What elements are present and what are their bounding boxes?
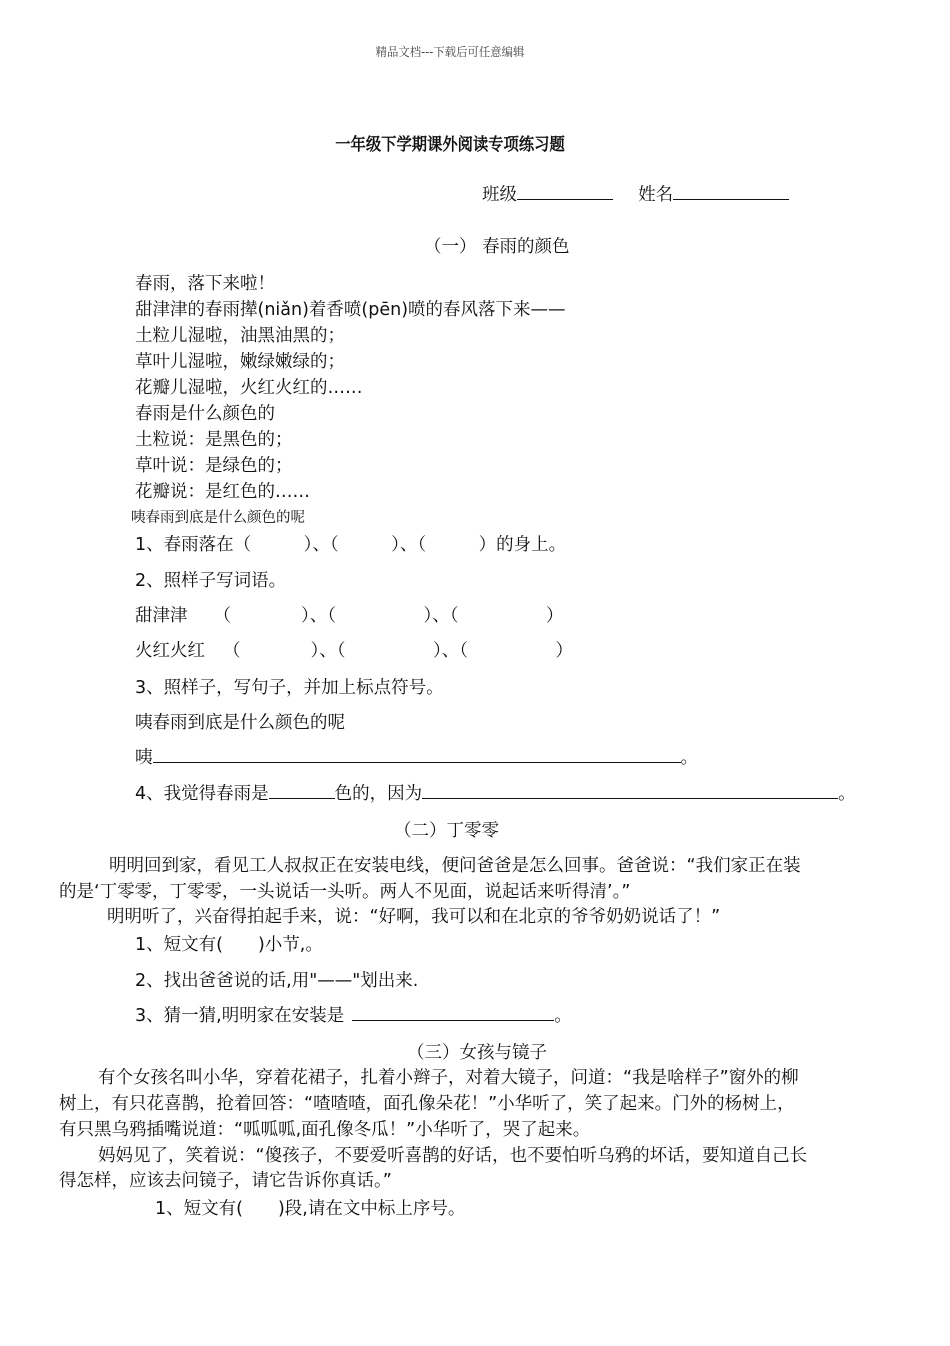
poem-line: 土粒儿湿啦，油黑油黑的； bbox=[135, 326, 345, 346]
poem-line: 花瓣说：是红色的…… bbox=[135, 482, 310, 502]
s2-q3-end: 。 bbox=[554, 1006, 572, 1026]
s3-paragraph-line: 得怎样，应该去问镜子，请它告诉你真话。” bbox=[59, 1171, 392, 1191]
s1-question-1: 1、春雨落在（ ）、（ ）、（ ）的身上。 bbox=[135, 535, 567, 555]
s2-question-2: 2、找出爸爸说的话,用"——"划出来. bbox=[135, 971, 419, 991]
name-label: 姓名 bbox=[638, 185, 674, 205]
poem-line-last: 咦春雨到底是什么颜色的呢 bbox=[131, 510, 305, 526]
page-title: 一年级下学期课外阅读专项练习题 bbox=[335, 135, 565, 155]
q2-row-1 bbox=[135, 602, 564, 627]
s2-q3-blank[interactable] bbox=[352, 1002, 554, 1021]
s2-q3-text: 3、猜一猜,明明家在安装是 bbox=[135, 1006, 345, 1026]
q3-answer-start: 咦 bbox=[135, 748, 153, 768]
q3-answer-blank[interactable] bbox=[153, 744, 681, 763]
name-blank[interactable] bbox=[673, 181, 789, 200]
s2-question-3 bbox=[135, 1002, 572, 1027]
q4-text-a: 4、我觉得春雨是 bbox=[135, 784, 269, 804]
q3-answer-end: 。 bbox=[680, 748, 698, 768]
s2-paragraph-line: 明明回到家，看见工人叔叔正在安装电线，便问爸爸是怎么回事。爸爸说：“我们家正在装 bbox=[109, 856, 801, 876]
q4-text-b: 色的，因为 bbox=[334, 784, 423, 804]
s1-question-4 bbox=[135, 780, 856, 805]
q2-row-1-blanks[interactable]: （ ）、（ ）、（ ） bbox=[213, 606, 564, 626]
q4-end: 。 bbox=[838, 784, 856, 804]
poem-line: 春雨是什么颜色的 bbox=[135, 404, 275, 424]
class-blank[interactable] bbox=[517, 181, 613, 200]
q3-answer-line bbox=[135, 744, 698, 769]
class-name-line bbox=[482, 181, 789, 206]
s1-question-3: 3、照样子，写句子，并加上标点符号。 bbox=[135, 678, 444, 698]
poem-line: 花瓣儿湿啦，火红火红的…… bbox=[135, 378, 363, 398]
s3-paragraph-line: 树上，有只花喜鹊，抢着回答：“喳喳喳，面孔像朵花！”小华听了，笑了起来。门外的杨树上， bbox=[59, 1094, 795, 1114]
s3-paragraph-line: 有只黑乌鸦插嘴说道：“呱呱呱,面孔像冬瓜！”小华听了，哭了起来。 bbox=[59, 1120, 591, 1140]
q2-row-2-blanks[interactable]: （ ）、（ ）、（ ） bbox=[223, 641, 573, 661]
s2-question-1: 1、短文有( )小节,。 bbox=[135, 935, 323, 955]
poem-line: 草叶说：是绿色的； bbox=[135, 456, 293, 476]
s2-paragraph-line: 的是‘丁零零，丁零零，一头说话一头听。两人不见面，说起话来听得清’。” bbox=[59, 882, 631, 902]
section-2-heading: （二）丁零零 bbox=[394, 821, 499, 841]
q4-reason-blank[interactable] bbox=[422, 780, 838, 799]
q2-row-2-word: 火红火红 bbox=[135, 641, 205, 661]
s1-question-2: 2、照样子写词语。 bbox=[135, 571, 287, 591]
q2-row-1-word: 甜津津 bbox=[135, 606, 188, 626]
poem-line: 春雨，落下来啦！ bbox=[135, 274, 275, 294]
q4-color-blank[interactable] bbox=[269, 780, 335, 799]
q2-row-2 bbox=[135, 637, 573, 662]
poem-line: 土粒说：是黑色的； bbox=[135, 430, 293, 450]
s3-question-1: 1、短文有( )段,请在文中标上序号。 bbox=[155, 1199, 466, 1219]
q3-example: 咦春雨到底是什么颜色的呢 bbox=[135, 713, 345, 733]
s2-paragraph-line: 明明听了，兴奋得拍起手来，说：“好啊，我可以和在北京的爷爷奶奶说话了！” bbox=[107, 907, 721, 927]
section-3-heading: （三）女孩与镜子 bbox=[407, 1043, 547, 1063]
page-header: 精品文档---下载后可任意编辑 bbox=[375, 45, 525, 59]
s3-paragraph-line: 有个女孩名叫小华，穿着花裙子，扎着小辫子，对着大镜子，问道：“我是啥样子”窗外的柳 bbox=[98, 1068, 799, 1088]
poem-line: 甜津津的春雨撵(niǎn)着香喷(pēn)喷的春风落下来—— bbox=[135, 300, 566, 320]
s3-paragraph-line: 妈妈见了，笑着说：“傻孩子，不要爱听喜鹊的好话，也不要怕听乌鸦的坏话，要知道自己长 bbox=[98, 1146, 808, 1166]
class-label: 班级 bbox=[482, 185, 517, 205]
section-1-heading: （一） 春雨的颜色 bbox=[424, 237, 570, 257]
poem-line: 草叶儿湿啦，嫩绿嫩绿的； bbox=[135, 352, 345, 372]
